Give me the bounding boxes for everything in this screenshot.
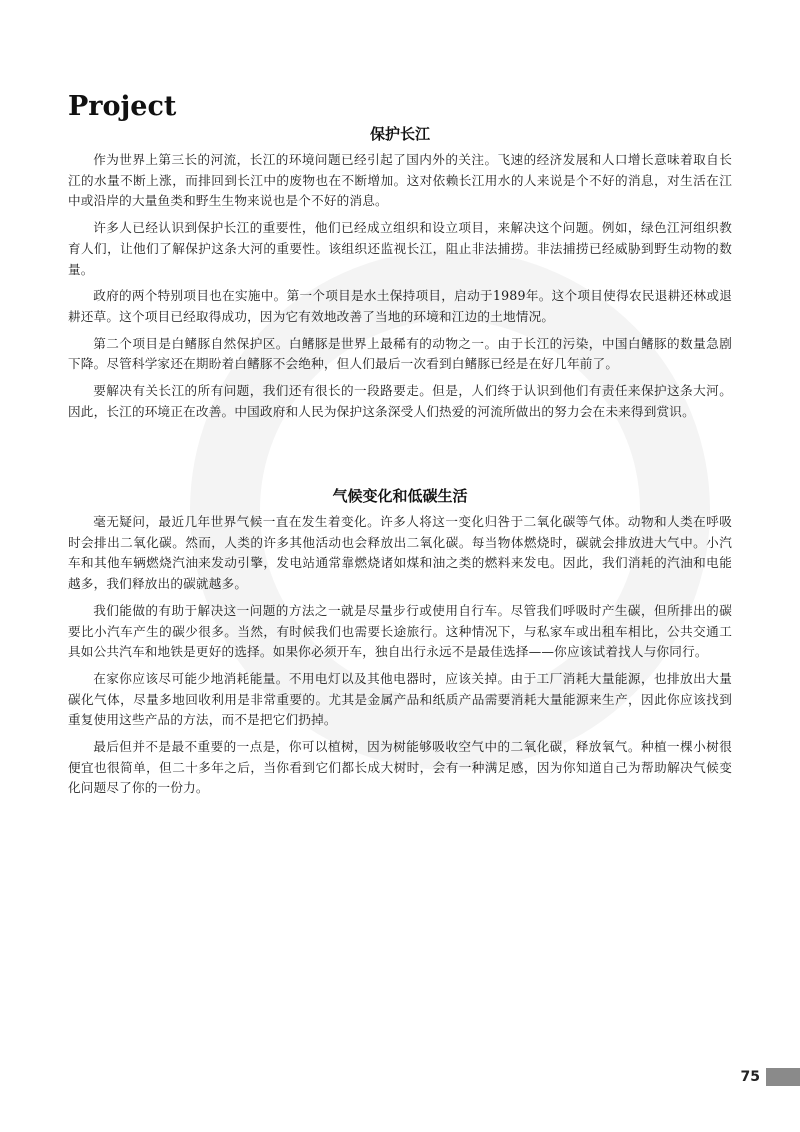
article-climate-change bbox=[68, 484, 732, 805]
paragraph: 许多人已经认识到保护长江的重要性，他们已经成立组织和设立项目，来解决这个问题。例如，绿色江河组织教育人们，让他们了解保护这条大河的重要性。该组织还监视长江，阻止非法捕捞。非法捕捞已经威胁到野生动物的数量。 bbox=[68, 220, 732, 277]
paragraph: 在家你应该尽可能少地消耗能量。不用电灯以及其他电器时，应该关掉。由于工厂消耗大量能源，也排放出大量碳化气体，尽量多地回收利用是非常重要的。尤其是金属产品和纸质产品需要消耗大量能源来生产，因此你应该找到重复使用这些产品的方法，而不是把它们扔掉。 bbox=[68, 670, 732, 728]
page-footer bbox=[741, 1062, 800, 1092]
page-edge-tab bbox=[766, 1068, 800, 1086]
paragraph: 第二个项目是白鳍豚自然保护区。白鳍豚是世界上最稀有的动物之一。由于长江的污染，中国白鳍豚的数量急剧下降。尽管科学家还在期盼着白鳍豚不会绝种，但人们最后一次看到白鳍豚已经是在好几年前了。 bbox=[68, 335, 732, 372]
page-number: 75 bbox=[740, 1069, 760, 1085]
paragraph: 毫无疑问，最近几年世界气候一直在发生着变化。许多人将这一变化归咎于二氧化碳等气体。动物和人类在呼吸时会排出二氧化碳。然而，人类的许多其他活动也会释放出二氧化碳。每当物体燃烧时，碳就会排放进大气中。小汽车和其他车辆燃烧汽油来发动引擎，发电站通常靠燃烧诸如煤和油之类的燃料来发电。因此，我们消耗的汽油和电能越多，我们释放出的碳就越多。 bbox=[68, 514, 732, 592]
paragraph: 最后但并不是最不重要的一点是，你可以植树，因为树能够吸收空气中的二氧化碳，释放氧气。种植一棵小树很便宜也很简单，但二十多年之后，当你看到它们都长成大树时，会有一种满足感，因为你知道自己为帮助解决气候变化问题尽了你的一份力。 bbox=[68, 739, 732, 796]
article-title: 保护长江 bbox=[369, 125, 430, 143]
article-protect-yangtze bbox=[68, 122, 732, 428]
paragraph: 作为世界上第三长的河流，长江的环境问题已经引起了国内外的关注。飞速的经济发展和人口增长意味着取自长江的水量不断上涨，而排回到长江中的废物也在不断增加。这对依赖长江用水的人来说是个不好的消息，对生活在江中或沿岸的大量鱼类和野生生物来说也是个不好的消息。 bbox=[68, 152, 732, 209]
paragraph: 我们能做的有助于解决这一问题的方法之一就是尽量步行或使用自行车。尽管我们呼吸时产生碳，但所排出的碳要比小汽车产生的碳少很多。当然，有时候我们也需要长途旅行。这种情况下，与私家车或出租车相比，公共交通工具如公共汽车和地铁是更好的选择。如果你必须开车，独自出行永远不是最佳选择——你应该试着找人与你同行。 bbox=[68, 602, 732, 660]
paragraph: 政府的两个特别项目也在实施中。第一个项目是水土保持项目，启动于1989年。这个项目使得农民退耕还林或退耕还草。这个项目已经取得成功，因为它有效地改善了当地的环境和江边的土地情况。 bbox=[68, 288, 732, 324]
article-title: 气候变化和低碳生活 bbox=[332, 487, 468, 505]
paragraph: 要解决有关长江的所有问题，我们还有很长的一段路要走。但是，人们终于认识到他们有责任来保护这条大河。因此，长江的环境正在改善。中国政府和人民为保护这条深受人们热爱的河流所做出的努力会在未来得到赏识。 bbox=[68, 383, 732, 419]
section-label: Project bbox=[68, 91, 177, 122]
